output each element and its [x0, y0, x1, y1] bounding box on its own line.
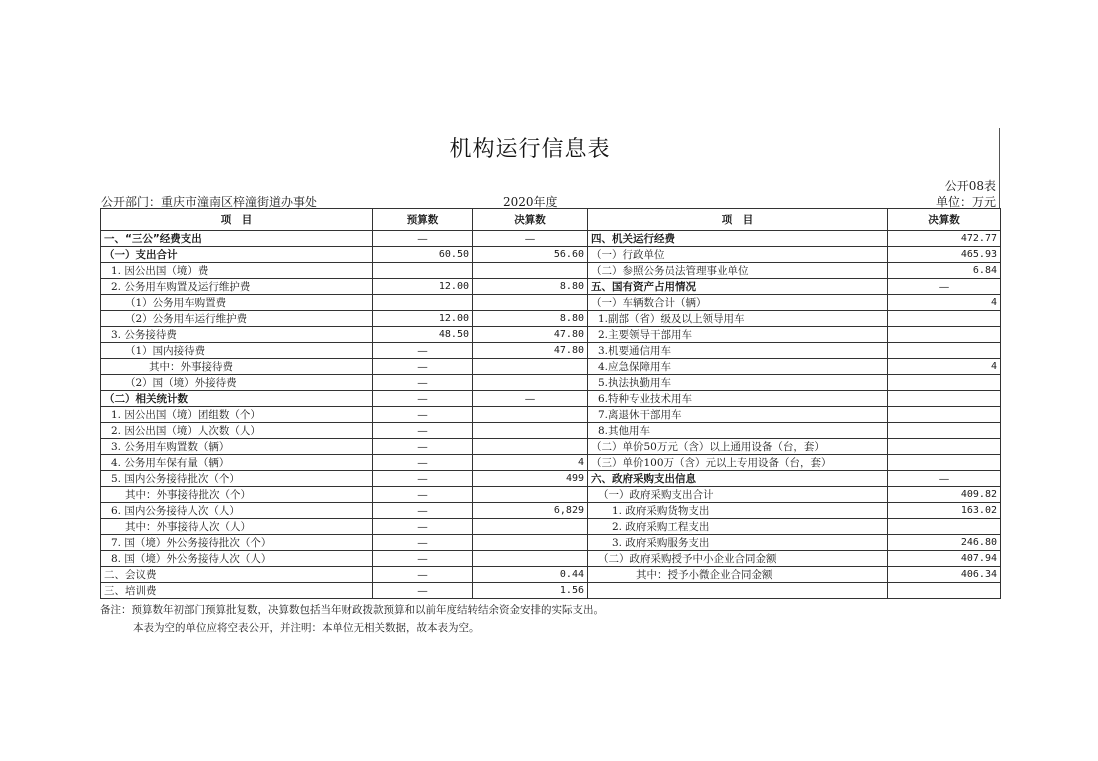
- row-final-right: [888, 439, 1001, 455]
- row-final-left: [473, 375, 588, 391]
- row-item-right: （二）单价50万元（含）以上通用设备（台，套）: [588, 439, 888, 455]
- row-item-right: 四、机关运行经费: [588, 231, 888, 247]
- row-final-left: —: [473, 391, 588, 407]
- row-budget: 12.00: [373, 279, 473, 295]
- table-row: [101, 295, 1001, 311]
- row-item-left: 1. 因公出国（境）费: [101, 263, 373, 279]
- row-budget: —: [373, 551, 473, 567]
- row-final-left: [473, 407, 588, 423]
- row-item-left: 其中：外事接待人次（人）: [101, 519, 373, 535]
- row-budget: [373, 263, 473, 279]
- row-budget: —: [373, 535, 473, 551]
- row-item-right: 六、政府采购支出信息: [588, 471, 888, 487]
- row-item-right: （一）行政单位: [588, 247, 888, 263]
- row-item-left: 其中：外事接待批次（个）: [101, 487, 373, 503]
- row-item-left: 二、会议费: [101, 567, 373, 583]
- row-final-right: [888, 311, 1001, 327]
- table-row: [101, 231, 1001, 247]
- row-final-left: 8.80: [473, 279, 588, 295]
- row-item-right: 1.副部（省）级及以上领导用车: [588, 311, 888, 327]
- row-final-left: 56.60: [473, 247, 588, 263]
- row-item-right: [588, 583, 888, 599]
- row-final-left: 0.44: [473, 567, 588, 583]
- header-final-right: 决算数: [888, 209, 1001, 231]
- row-budget: —: [373, 471, 473, 487]
- row-item-left: 8. 国（境）外公务接待人次（人）: [101, 551, 373, 567]
- row-item-right: 3.机要通信用车: [588, 343, 888, 359]
- table-row: [101, 567, 1001, 583]
- row-budget: —: [373, 503, 473, 519]
- row-item-left: 6. 国内公务接待人次（人）: [101, 503, 373, 519]
- note-line: 本表为空的单位应将空表公开，并注明：本单位无相关数据，故本表为空。: [133, 622, 480, 634]
- row-budget: —: [373, 231, 473, 247]
- page-title: 机构运行信息表: [449, 137, 611, 162]
- table-row: [101, 375, 1001, 391]
- row-item-right: 五、国有资产占用情况: [588, 279, 888, 295]
- row-final-left: [473, 263, 588, 279]
- row-item-right: 2. 政府采购工程支出: [588, 519, 888, 535]
- row-item-right: （一）政府采购支出合计: [588, 487, 888, 503]
- row-budget: [373, 295, 473, 311]
- row-budget: —: [373, 455, 473, 471]
- row-budget: —: [373, 439, 473, 455]
- table-row: [101, 343, 1001, 359]
- row-final-right: 4: [888, 295, 1001, 311]
- row-budget: —: [373, 567, 473, 583]
- row-item-right: （二）参照公务员法管理事业单位: [588, 263, 888, 279]
- row-final-left: [473, 439, 588, 455]
- row-item-right: （一）车辆数合计（辆）: [588, 295, 888, 311]
- row-final-left: 6,829: [473, 503, 588, 519]
- row-item-left: （2）公务用车运行维护费: [101, 311, 373, 327]
- row-item-left: 2. 因公出国（境）人次数（人）: [101, 423, 373, 439]
- row-final-right: 472.77: [888, 231, 1001, 247]
- table-row: [101, 551, 1001, 567]
- row-item-right: 5.执法执勤用车: [588, 375, 888, 391]
- table-row: [101, 583, 1001, 599]
- row-item-left: （二）相关统计数: [101, 391, 373, 407]
- table-row: [101, 535, 1001, 551]
- table-row: [101, 279, 1001, 295]
- header-item-right: 项 目: [588, 209, 888, 231]
- row-item-right: 4.应急保障用车: [588, 359, 888, 375]
- row-item-left: 2. 公务用车购置及运行维护费: [101, 279, 373, 295]
- row-item-left: 3. 公务用车购置数（辆）: [101, 439, 373, 455]
- header-item-left: 项 目: [101, 209, 373, 231]
- row-budget: —: [373, 375, 473, 391]
- row-item-left: （1）公务用车购置费: [101, 295, 373, 311]
- row-budget: —: [373, 487, 473, 503]
- row-final-right: [888, 375, 1001, 391]
- table-row: [101, 439, 1001, 455]
- note-line: 备注：预算数年初部门预算批复数，决算数包括当年财政拨款预算和以前年度结转结余资金安排的实际支出。: [100, 604, 604, 616]
- fiscal-year: 2020年度: [503, 195, 558, 209]
- header-budget: 预算数: [373, 209, 473, 231]
- row-item-right: （三）单价100万（含）元以上专用设备（台，套）: [588, 455, 888, 471]
- table-header-row: [101, 209, 1001, 231]
- row-final-right: [888, 327, 1001, 343]
- row-item-left: 其中：外事接待费: [101, 359, 373, 375]
- row-final-left: [473, 359, 588, 375]
- row-item-left: （2）国（境）外接待费: [101, 375, 373, 391]
- row-final-right: [888, 391, 1001, 407]
- row-final-right: 465.93: [888, 247, 1001, 263]
- unit-label: 单位：万元: [935, 195, 996, 209]
- table-row: [101, 455, 1001, 471]
- row-budget: —: [373, 343, 473, 359]
- row-final-right: [888, 583, 1001, 599]
- row-item-left: 3. 公务接待费: [101, 327, 373, 343]
- table-row: [101, 391, 1001, 407]
- row-budget: —: [373, 407, 473, 423]
- row-final-left: [473, 519, 588, 535]
- table-row: [101, 311, 1001, 327]
- row-item-right: （二）政府采购授予中小企业合同金额: [588, 551, 888, 567]
- row-final-left: 47.80: [473, 327, 588, 343]
- table-row: [101, 487, 1001, 503]
- row-final-left: 47.80: [473, 343, 588, 359]
- row-final-left: [473, 423, 588, 439]
- row-budget: 48.50: [373, 327, 473, 343]
- table-row: [101, 423, 1001, 439]
- row-item-right: 1. 政府采购货物支出: [588, 503, 888, 519]
- row-final-right: [888, 407, 1001, 423]
- table-row: [101, 503, 1001, 519]
- row-item-left: 5. 国内公务接待批次（个）: [101, 471, 373, 487]
- row-final-right: —: [888, 471, 1001, 487]
- row-final-right: 409.82: [888, 487, 1001, 503]
- row-item-right: 8.其他用车: [588, 423, 888, 439]
- row-final-right: 4: [888, 359, 1001, 375]
- row-item-right: 其中：授予小微企业合同金额: [588, 567, 888, 583]
- row-item-left: （一）支出合计: [101, 247, 373, 263]
- table-row: [101, 327, 1001, 343]
- form-number: 公开08表: [944, 179, 996, 193]
- row-budget: —: [373, 423, 473, 439]
- row-final-left: [473, 295, 588, 311]
- row-item-right: 3. 政府采购服务支出: [588, 535, 888, 551]
- header-final-left: 决算数: [473, 209, 588, 231]
- row-final-right: [888, 343, 1001, 359]
- table-body: [101, 231, 1001, 599]
- row-budget: —: [373, 359, 473, 375]
- row-final-left: [473, 535, 588, 551]
- row-item-right: 7.离退休干部用车: [588, 407, 888, 423]
- row-item-right: 2.主要领导干部用车: [588, 327, 888, 343]
- notes: [100, 601, 604, 637]
- table-row: [101, 247, 1001, 263]
- row-budget: —: [373, 519, 473, 535]
- table-row: [101, 519, 1001, 535]
- row-final-right: 246.80: [888, 535, 1001, 551]
- row-budget: 60.50: [373, 247, 473, 263]
- row-final-right: [888, 423, 1001, 439]
- row-final-left: 499: [473, 471, 588, 487]
- row-final-left: 1.56: [473, 583, 588, 599]
- info-table: [100, 208, 1001, 599]
- row-final-right: 163.02: [888, 503, 1001, 519]
- table-row: [101, 407, 1001, 423]
- row-final-right: [888, 455, 1001, 471]
- row-final-right: —: [888, 279, 1001, 295]
- row-final-left: [473, 487, 588, 503]
- row-final-right: 6.84: [888, 263, 1001, 279]
- row-final-left: 4: [473, 455, 588, 471]
- row-item-right: 6.特种专业技术用车: [588, 391, 888, 407]
- row-item-left: 一、“三公”经费支出: [101, 231, 373, 247]
- row-final-right: [888, 519, 1001, 535]
- row-final-right: 407.94: [888, 551, 1001, 567]
- row-item-left: 1. 因公出国（境）团组数（个）: [101, 407, 373, 423]
- row-item-left: 4. 公务用车保有量（辆）: [101, 455, 373, 471]
- row-item-left: （1）国内接待费: [101, 343, 373, 359]
- table-row: [101, 471, 1001, 487]
- row-final-right: 406.34: [888, 567, 1001, 583]
- table-row: [101, 359, 1001, 375]
- row-item-left: 7. 国（境）外公务接待批次（个）: [101, 535, 373, 551]
- row-final-left: 8.80: [473, 311, 588, 327]
- row-budget: —: [373, 391, 473, 407]
- row-final-left: [473, 551, 588, 567]
- row-budget: —: [373, 583, 473, 599]
- row-final-left: —: [473, 231, 588, 247]
- department-label: 公开部门：重庆市潼南区梓潼街道办事处: [101, 195, 318, 209]
- table-row: [101, 263, 1001, 279]
- row-item-left: 三、培训费: [101, 583, 373, 599]
- row-budget: 12.00: [373, 311, 473, 327]
